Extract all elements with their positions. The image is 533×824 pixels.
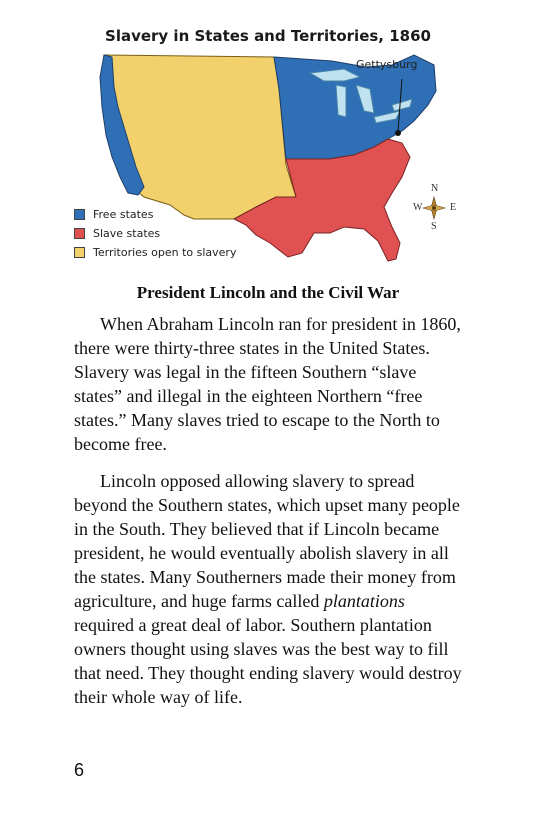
compass-n: N: [431, 183, 439, 194]
gettysburg-label: Gettysburg: [356, 58, 418, 71]
plantations-term: plantations: [323, 591, 405, 611]
legend-label-free: Free states: [93, 208, 154, 221]
legend-swatch-slave: [74, 228, 85, 239]
compass-w: W: [413, 202, 423, 213]
legend-label-slave: Slave states: [93, 227, 161, 240]
paragraph-1: When Abraham Lincoln ran for president in 1860, there were thirty-three states in the United States. Slavery was legal in the fifteen Southern “slave states” and illegal in the eighteen Northern “free states.” Many slaves tried to escape to the North to become free.: [74, 314, 461, 454]
legend-swatch-free: [74, 209, 85, 220]
paragraph-2-text-a: Lincoln opposed allowing slavery to spread beyond the Southern states, which upset many people in the South. They believed that if Lincoln became president, he would eventually abolish slavery in all the states. Many Southerners made their money from agriculture, and huge farms called: [74, 471, 460, 611]
legend-swatch-territories: [74, 247, 85, 258]
compass-rose: [409, 183, 459, 239]
legend-item-free: [74, 205, 236, 224]
paragraph-2-text-b: required a great deal of labor. Southern plantation owners thought using slaves was the best way to fill that need. They thought ending slavery would destroy their whole way of life.: [74, 615, 462, 707]
compass-e: E: [450, 202, 457, 213]
page-number: 6: [74, 760, 85, 780]
section-heading: President Lincoln and the Civil War: [136, 283, 400, 302]
map-legend: [74, 205, 236, 262]
legend-item-slave: [74, 224, 236, 243]
legend-item-territories: [74, 243, 236, 262]
slavery-map-figure: [74, 25, 462, 265]
compass-s: S: [431, 221, 437, 232]
paragraph-2: [74, 469, 466, 709]
legend-label-territories: Territories open to slavery: [93, 246, 237, 259]
map-title: Slavery in States and Territories, 1860: [105, 27, 431, 45]
